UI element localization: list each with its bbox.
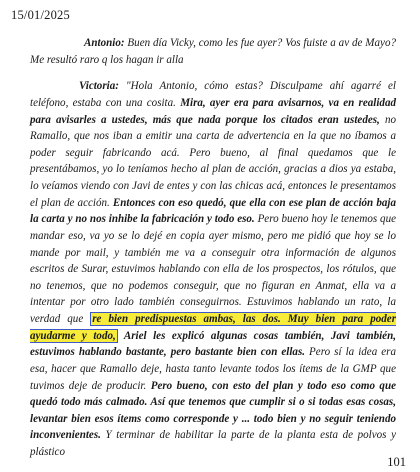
victoria-text-12: Y terminar de habilitar la parte de la planta esta de polvos y plástico xyxy=(30,429,396,458)
highlighted-passage: re bien predispuestas ambas, las dos. Muy bien para poder ayudarme y todo, xyxy=(30,313,396,342)
victoria-text-1: "Hola Antonio, cómo estas? Disculpame ahí agarré el teléfono, estaba con una cosita. xyxy=(30,80,396,109)
speaker-victoria: Victoria: xyxy=(79,80,119,93)
victoria-text-5: Entonces con eso quedó, que ella con ese plan de acción baja la carta y no nos inhibe la fabricación y todo eso. xyxy=(30,196,396,226)
victoria-text-10: Pero sí la idea era esa, hacer que Ramallo deje, hasta tanto levante todos los ítems de la GMP que tuvimos deje de producir. xyxy=(30,346,396,392)
victoria-message xyxy=(30,78,396,460)
victoria-text-9: Ariel les explicó algunas cosas también, Javi también, estuvimos hablando bastante, pero bastante bien con ellas. xyxy=(30,329,396,359)
document-date: 15/01/2025 xyxy=(11,8,70,22)
victoria-text-2: Mira, ayer era para avisarnos, va en realidad para avisarles a ustedes, más que nada porque los citados eran ustedes, xyxy=(30,96,396,126)
victoria-text-6: Pero bueno hoy le tenemos que mandar eso, va yo se lo dejé en copia ayer mismo, pero me pidió que hoy se lo mande por mail, y también me va a conseguir otra información de algunos escritos de Surar, estuvimos hablando con ella de los prospectos, los rótulos, que no tenemos, que no podemos conseguir, que no figuran en Anmat, ella va a intentar por otro lado también conseguirnos. xyxy=(30,213,397,309)
transcript-body xyxy=(30,35,396,461)
speaker-antonio: Antonio: xyxy=(84,37,125,49)
antonio-text: Buen día Vicky, como les fue ayer? Vos fuiste a av de Mayo? Me resultó raro q los hagan ir alla xyxy=(30,37,396,66)
victoria-text-11: Pero bueno, con esto del plan y todo eso como que quedó todo más calmado. Así que tenemos que cumplir si o si todas esas cosas, levantar bien esos ítems como corresponde y ... todo bien y no seguir teniendo inconvenientes. xyxy=(30,379,396,442)
page-number: 101 xyxy=(387,455,406,469)
victoria-text-3: no Ramallo, que nos iban a emitir una carta de advertencia en la que no íbamos a poder seguir fabricando acá. xyxy=(30,113,396,159)
victoria-text-7: Estuvimos hablando un rato, la verdad que xyxy=(30,296,396,325)
antonio-message xyxy=(30,35,396,68)
victoria-text-4: Pero bueno, al final quedamos que le presentábamos, yo lo teníamos hecho al plan de acción, gracias a dios ya estaba, lo veíamos viendo con Javi de entes y con las chicas acá, entonces le presentamos el plan de acción. xyxy=(30,146,396,209)
